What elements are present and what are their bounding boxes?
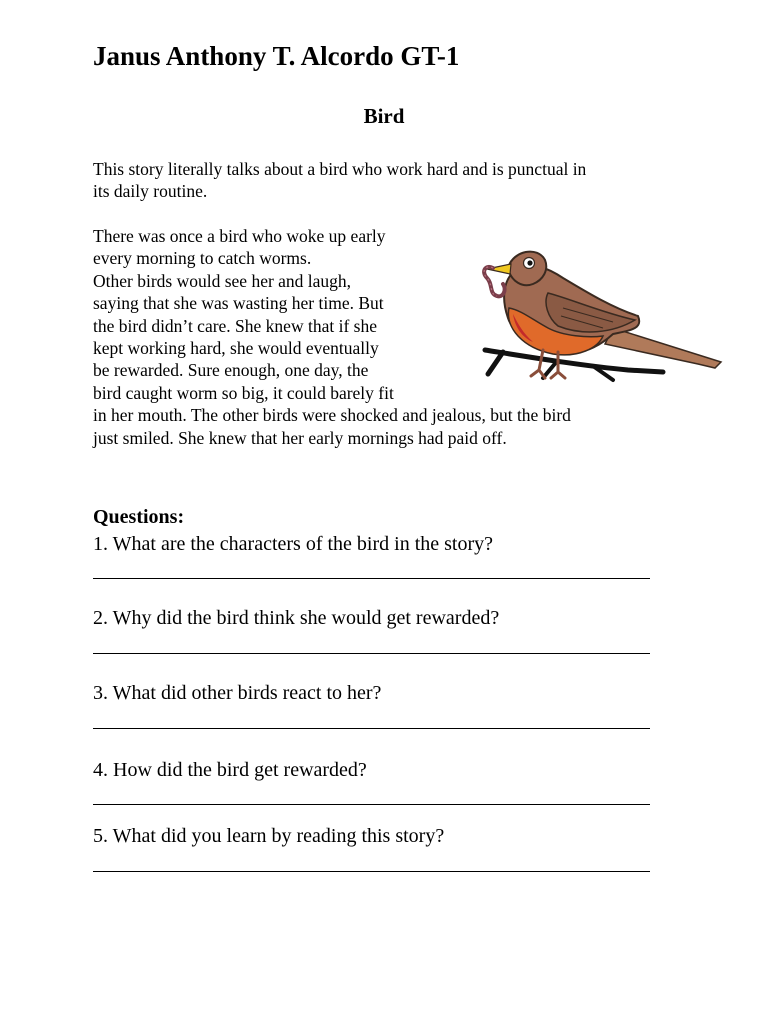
story-line: the bird didn’t care. She knew that if she [93, 315, 377, 336]
intro-line: This story literally talks about a bird who work hard and is punctual in [93, 159, 587, 179]
question-text: 3. What did other birds react to her? [93, 682, 382, 704]
questions-section [93, 505, 693, 847]
question-2 [93, 605, 653, 631]
answer-line-5[interactable] [93, 871, 650, 872]
tail [605, 328, 721, 368]
branch-twig-left [488, 352, 503, 374]
story-line: in her mouth. The other birds were shocked and jealous, but the bird [93, 405, 571, 426]
story-line: just smiled. She knew that her early mornings had paid off. [93, 427, 507, 448]
story-title [0, 102, 768, 130]
question-text: 1. What are the characters of the bird in the story? [93, 533, 494, 555]
story-line: There was once a bird who woke up early [93, 226, 386, 246]
question-4 [93, 757, 653, 783]
story-line: kept working hard, she would eventually [93, 338, 379, 359]
story-line: Other birds would see her and laugh, [93, 270, 352, 291]
answer-line-4[interactable] [93, 804, 650, 805]
question-5 [93, 823, 653, 849]
story-line: be rewarded. Sure enough, one day, the [93, 360, 369, 381]
story-line: bird caught worm so big, it could barely fit [93, 382, 394, 403]
student-name-heading: Janus Anthony T. Alcordo GT-1 [93, 41, 460, 71]
story-title-text: Bird [363, 104, 405, 128]
story-intro [93, 158, 693, 202]
question-text: 2. Why did the bird think she would get rewarded? [93, 607, 500, 629]
answer-line-1[interactable] [93, 578, 650, 579]
eye-pupil [527, 260, 532, 265]
story-line: saying that she was wasting her time. But [93, 293, 384, 314]
answer-line-2[interactable] [93, 653, 650, 654]
question-1 [93, 531, 653, 557]
story-line: every morning to catch worms. [93, 248, 312, 269]
question-3 [93, 680, 653, 706]
questions-heading: Questions: [93, 506, 185, 528]
robin-bird-illustration [463, 238, 728, 388]
question-text: 4. How did the bird get rewarded? [93, 759, 367, 781]
answer-line-3[interactable] [93, 728, 650, 729]
question-text: 5. What did you learn by reading this story? [93, 825, 445, 847]
intro-line: its daily routine. [93, 181, 208, 201]
leg [531, 350, 545, 378]
